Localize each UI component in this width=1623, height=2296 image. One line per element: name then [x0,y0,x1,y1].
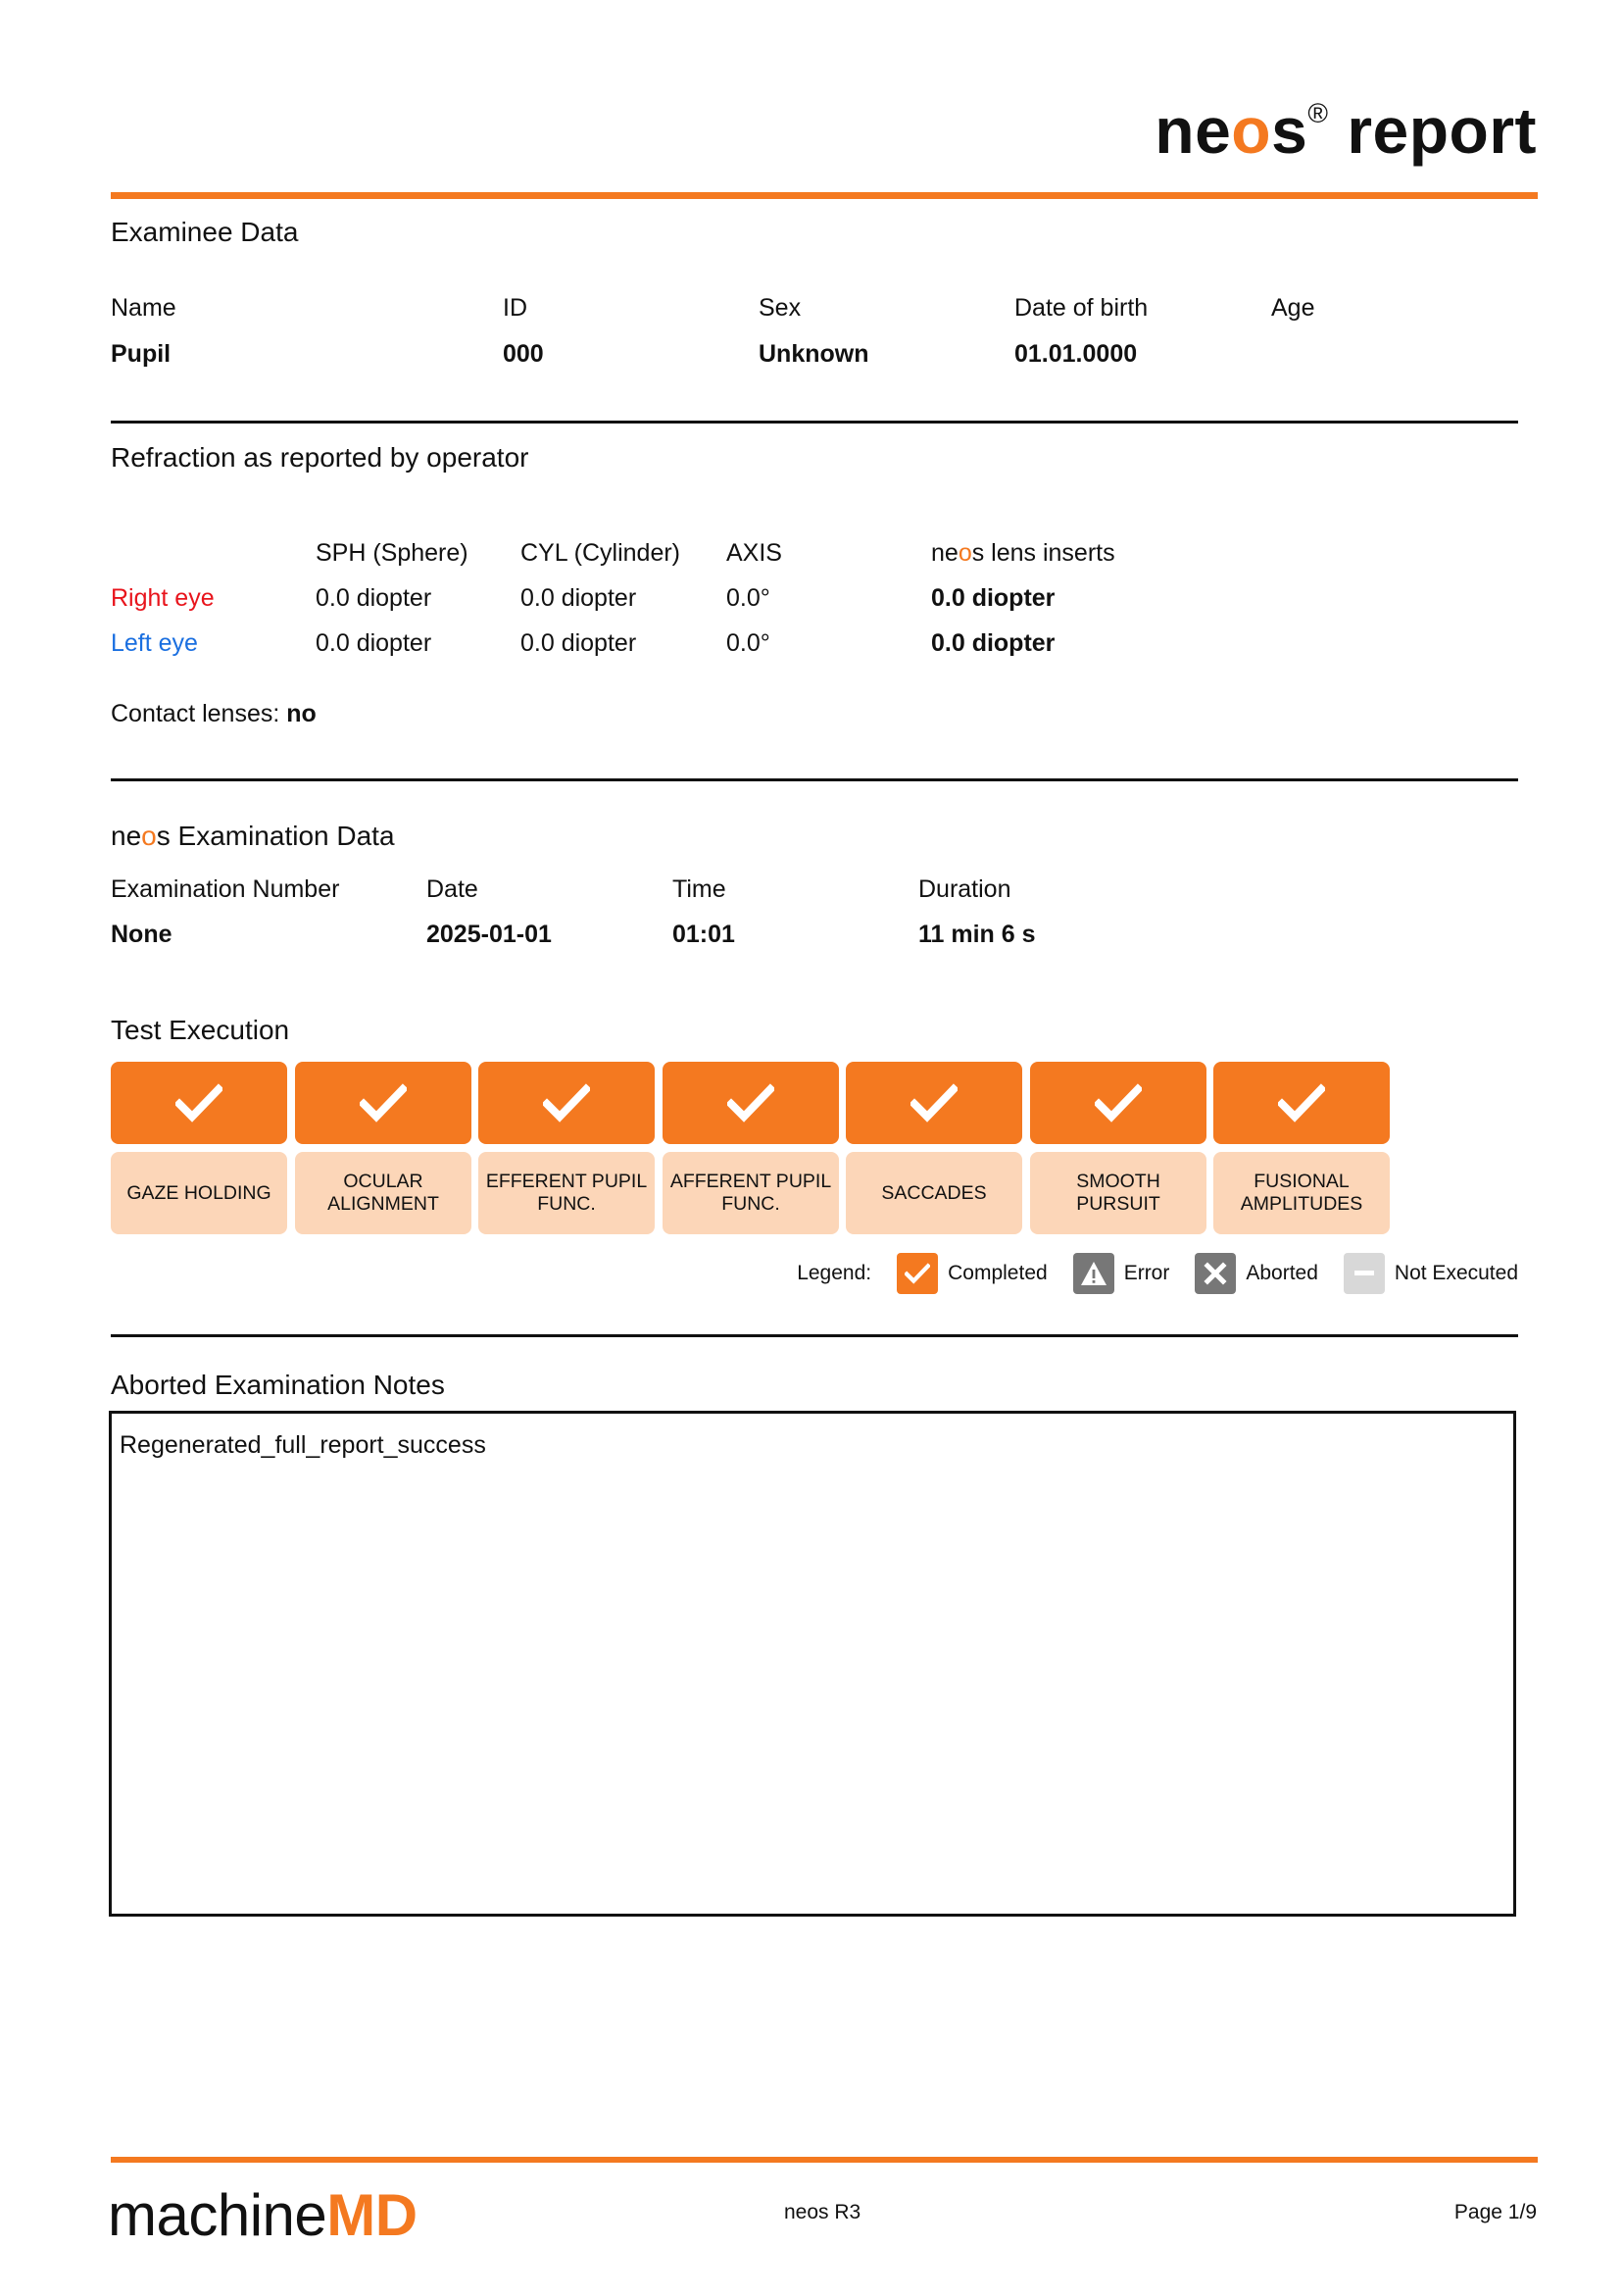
notes-section-title: Aborted Examination Notes [111,1370,445,1400]
test-tile [663,1062,839,1234]
exam-title-ne: ne [111,821,142,851]
check-icon [910,1083,958,1123]
minus-icon [1344,1253,1385,1294]
left-cyl: 0.0 diopter [520,629,637,657]
status-completed [1030,1062,1206,1144]
legend-completed-label: Completed [948,1262,1048,1284]
test-label: SMOOTH PURSUIT [1030,1152,1206,1234]
test-label: EFFERENT PUPIL FUNC. [478,1152,655,1234]
exam-title-rest: s Examination Data [156,821,395,851]
page-number: Page 1/9 [1453,2201,1537,2223]
name-label: Name [111,294,176,322]
footer-device: neos R3 [784,2201,861,2223]
section-divider [111,421,1518,424]
footer-divider [111,2157,1538,2163]
right-lens: 0.0 diopter [931,584,1056,612]
test-label: GAZE HOLDING [111,1152,287,1234]
legend-completed [897,1253,1048,1294]
lens-header-rest: s lens inserts [971,539,1115,567]
contact-lenses-label: Contact lenses: [111,700,287,727]
axis-header: AXIS [726,539,782,567]
dob-value: 01.01.0000 [1014,340,1138,368]
status-completed [1213,1062,1390,1144]
check-icon [1278,1083,1325,1123]
left-axis: 0.0° [726,629,770,657]
notes-text: Regenerated_full_report_success [120,1431,486,1459]
status-completed [478,1062,655,1144]
check-icon [897,1253,938,1294]
brand-ne: ne [1155,94,1232,167]
exam-duration-value: 11 min 6 s [918,921,1036,948]
test-label: FUSIONAL AMPLITUDES [1213,1152,1390,1234]
legend-error-label: Error [1123,1262,1170,1284]
exam-date-label: Date [426,875,478,903]
brand-o: o [1231,94,1272,167]
name-value: Pupil [111,340,172,368]
right-axis: 0.0° [726,584,770,612]
report-title [1155,94,1537,167]
test-tile [111,1062,287,1234]
test-label: SACCADES [846,1152,1022,1234]
test-execution-title: Test Execution [111,1015,290,1045]
sex-value: Unknown [759,340,869,368]
left-sph: 0.0 diopter [316,629,432,657]
dob-label: Date of birth [1014,294,1149,322]
examination-section-title [111,821,395,852]
legend-aborted-label: Aborted [1246,1262,1318,1284]
right-cyl: 0.0 diopter [520,584,637,612]
left-lens: 0.0 diopter [931,629,1056,657]
test-label: OCULAR ALIGNMENT [295,1152,471,1234]
machinemd-logo [108,2182,418,2248]
status-completed [663,1062,839,1144]
check-icon [727,1083,774,1123]
check-icon [543,1083,590,1123]
id-value: 000 [503,340,544,368]
check-icon [360,1083,407,1123]
lens-header-o: o [958,539,972,567]
x-icon [1195,1253,1236,1294]
left-eye-label: Left eye [111,629,198,657]
legend-error [1073,1253,1170,1294]
age-label: Age [1271,294,1315,322]
exam-time-label: Time [672,875,726,903]
exam-title-o: o [141,821,157,851]
check-icon [1095,1083,1142,1123]
lens-inserts-header [931,539,1115,568]
status-legend [797,1253,1518,1294]
right-sph: 0.0 diopter [316,584,432,612]
test-tile [1030,1062,1206,1234]
test-tile [1213,1062,1390,1234]
exam-number-value: None [111,921,172,948]
id-label: ID [503,294,527,322]
legend-not-executed [1344,1253,1518,1294]
sex-label: Sex [759,294,802,322]
right-eye-label: Right eye [111,584,215,612]
legend-title: Legend: [797,1262,872,1284]
brand-s: s [1271,94,1308,167]
test-tile [478,1062,655,1234]
cyl-header: CYL (Cylinder) [520,539,681,567]
sph-header: SPH (Sphere) [316,539,468,567]
test-tile [846,1062,1022,1234]
status-completed [295,1062,471,1144]
exam-date-value: 2025-01-01 [426,921,552,948]
legend-not-executed-label: Not Executed [1394,1262,1518,1284]
test-label: AFFERENT PUPIL FUNC. [663,1152,839,1234]
notes-box [109,1411,1516,1917]
logo-machine: machine [108,2182,327,2248]
test-tile [295,1062,471,1234]
exam-duration-label: Duration [918,875,1011,903]
header-divider [111,192,1538,199]
section-divider [111,778,1518,781]
registered-mark: ® [1307,98,1329,128]
status-completed [111,1062,287,1144]
contact-lenses-value: no [286,700,317,727]
exam-time-value: 01:01 [672,921,735,948]
refraction-title-rest: as reported by operator [235,442,529,473]
legend-aborted [1195,1253,1318,1294]
examinee-section-title: Examinee Data [111,217,299,247]
warning-icon [1073,1253,1114,1294]
lens-header-ne: ne [931,539,959,567]
exam-number-label: Examination Number [111,875,340,903]
refraction-title-bold: Refraction [111,442,236,473]
logo-md: MD [326,2182,418,2248]
brand-report-word: report [1347,94,1537,167]
status-completed [846,1062,1022,1144]
contact-lenses [111,700,317,728]
check-icon [175,1083,222,1123]
section-divider [111,1334,1518,1337]
refraction-section-title [111,442,528,474]
